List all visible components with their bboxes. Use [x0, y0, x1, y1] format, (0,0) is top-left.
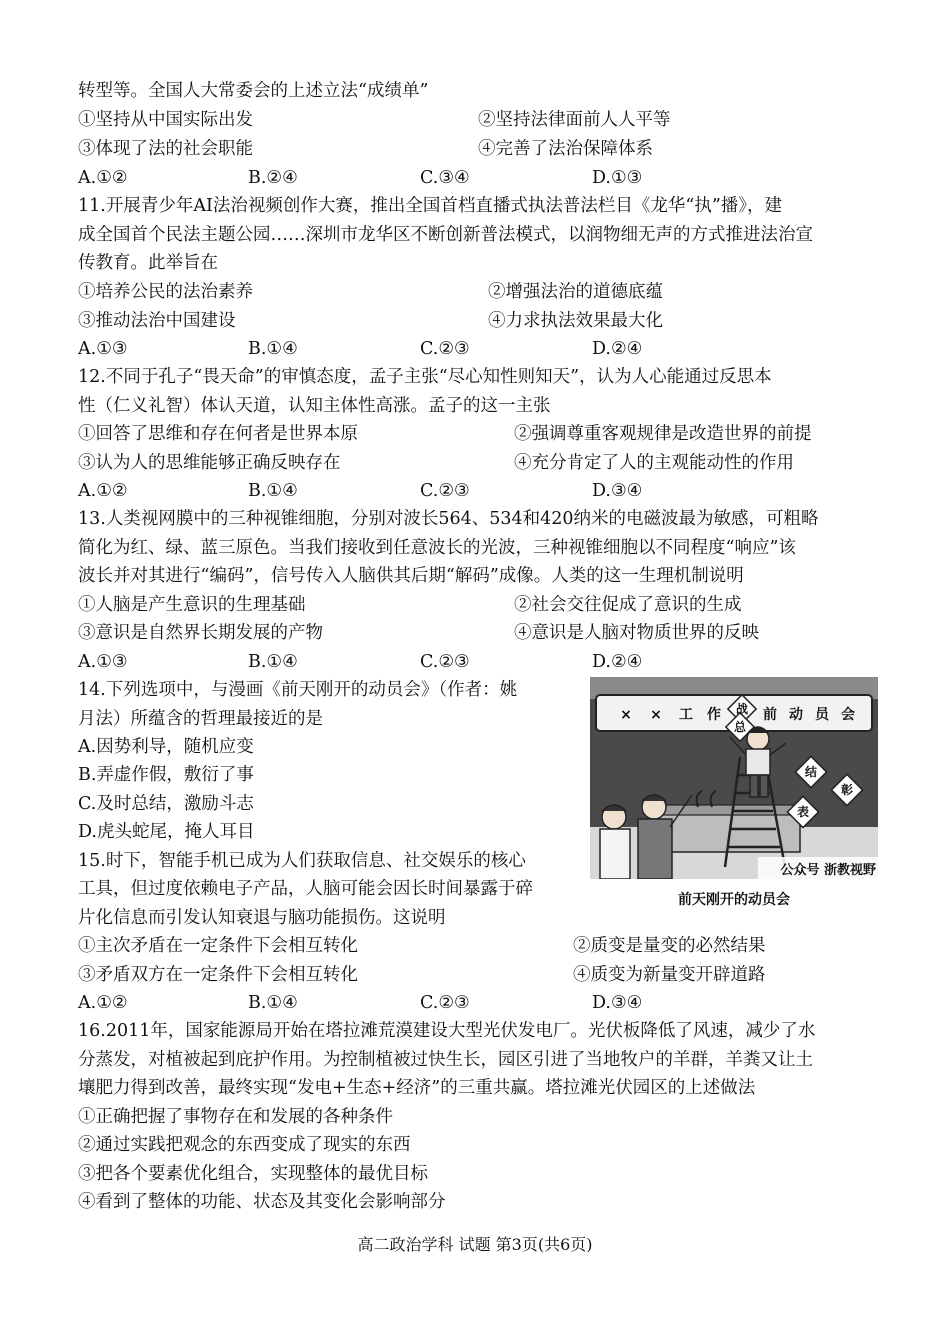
banner-char: 动	[789, 707, 803, 723]
choice-d: D.②④	[592, 652, 643, 672]
option-3: ③推动法治中国建设	[78, 311, 236, 331]
option-4: ④完善了法治保障体系	[478, 139, 653, 159]
choice-a: A.①③	[78, 652, 128, 672]
choice-b: B.①④	[248, 339, 298, 359]
choice-b: B.①④	[248, 481, 298, 501]
question-16-text: 分蒸发，对植被起到庇护作用。为控制植被过快生长，园区引进了当地牧户的羊群，羊粪又让土	[78, 1050, 813, 1070]
option-2: ②增强法治的道德底蕴	[488, 282, 663, 302]
option-3: ③把各个要素优化组合，实现整体的最优目标	[78, 1164, 428, 1184]
choice-b: B.①④	[248, 993, 298, 1013]
choice-b: B.②④	[248, 168, 298, 188]
banner-char: 员	[815, 707, 829, 723]
choice-d: D.①③	[592, 168, 643, 188]
option-1: ①坚持从中国实际出发	[78, 110, 253, 130]
cartoon-illustration	[590, 677, 878, 879]
choice-a: A.①③	[78, 339, 128, 359]
choice-c: C.②③	[420, 652, 470, 672]
question-12-text: 性（仁义礼智）体认天道，认知主体性高涨。孟子的这一主张	[78, 396, 551, 416]
option-3: ③矛盾双方在一定条件下会相互转化	[78, 965, 358, 985]
question-15-text: 工具，但过度依赖电子产品，人脑可能会因长时间暴露于碎	[78, 879, 533, 899]
option-4: ④质变为新量变开辟道路	[573, 965, 766, 985]
option-2: ②强调尊重客观规律是改造世界的前提	[514, 424, 812, 444]
option-2: ②质变是量变的必然结果	[573, 936, 766, 956]
banner-char: 会	[841, 707, 855, 723]
option-2: ②通过实践把观念的东西变成了现实的东西	[78, 1135, 411, 1155]
choice-c: C.②③	[420, 993, 470, 1013]
choice-d: D.③④	[592, 481, 643, 501]
question-12-text: 12.不同于孔子“畏天命”的审慎态度，孟子主张“尽心知性则知天”，认为人心能通过反思本	[78, 367, 772, 387]
sign-char: 结	[804, 765, 818, 779]
option-c: C.及时总结，激励斗志	[78, 794, 254, 814]
option-b: B.弄虚作假，敷衍了事	[78, 765, 254, 785]
banner-char: ×	[620, 707, 632, 723]
choice-d: D.②④	[592, 339, 643, 359]
choice-a: A.①②	[78, 481, 128, 501]
choice-c: C.③④	[420, 168, 470, 188]
cartoon-caption: 前天刚开的动员会	[678, 892, 790, 908]
text-line: 转型等。全国人大常委会的上述立法“成绩单”	[78, 81, 429, 101]
question-16-text: 壤肥力得到改善，最终实现“发电+生态+经济”的三重共赢。塔拉滩光伏园区的上述做法	[78, 1078, 756, 1098]
choice-a: A.①②	[78, 993, 128, 1013]
option-3: ③认为人的思维能够正确反映存在	[78, 453, 341, 473]
question-13-text: 简化为红、绿、蓝三原色。当我们接收到任意波长的光波，三种视锥细胞以不同程度“响应”该	[78, 538, 796, 558]
question-11-text: 11.开展青少年AI法治视频创作大赛，推出全国首档直播式执法普法栏目《龙华“执”播》，建	[78, 196, 783, 216]
option-3: ③意识是自然界长期发展的产物	[78, 623, 323, 643]
option-1: ①回答了思维和存在何者是世界本原	[78, 424, 358, 444]
option-3: ③体现了法的社会职能	[78, 139, 253, 159]
choice-a: A.①②	[78, 168, 128, 188]
question-16-text: 16.2011年，国家能源局开始在塔拉滩荒漠建设大型光伏发电厂。光伏板降低了风速，减少了水	[78, 1021, 816, 1041]
page-footer: 高二政治学科 试题 第3页(共6页)	[357, 1235, 593, 1254]
option-4: ④看到了整体的功能、状态及其变化会影响部分	[78, 1192, 446, 1212]
option-1: ①主次矛盾在一定条件下会相互转化	[78, 936, 358, 956]
option-1: ①人脑是产生意识的生理基础	[78, 595, 306, 615]
option-4: ④充分肯定了人的主观能动性的作用	[514, 453, 794, 473]
banner-char: ×	[650, 707, 662, 723]
question-13-text: 13.人类视网膜中的三种视锥细胞，分别对波长564、534和420纳米的电磁波最为敏感，可粗略	[78, 509, 819, 529]
option-4: ④力求执法效果最大化	[488, 311, 663, 331]
question-15-text: 15.时下，智能手机已成为人们获取信息、社交娱乐的核心	[78, 851, 526, 871]
option-2: ②社会交往促成了意识的生成	[514, 595, 742, 615]
question-14-text: 14.下列选项中，与漫画《前天刚开的动员会》（作者：姚	[78, 680, 518, 700]
option-d: D.虎头蛇尾，掩人耳目	[78, 822, 255, 842]
banner-char: 作	[707, 707, 721, 723]
option-1: ①正确把握了事物存在和发展的各种条件	[78, 1107, 393, 1127]
option-2: ②坚持法律面前人人平等	[478, 110, 671, 130]
question-13-text: 波长并对其进行“编码”，信号传入人脑供其后期“解码”成像。人类的这一生理机制说明	[78, 566, 744, 586]
question-15-text: 片化信息而引发认知衰退与脑功能损伤。这说明	[78, 908, 446, 928]
question-11-text: 成全国首个民法主题公园……深圳市龙华区不断创新普法模式，以润物细无声的方式推进法治宣	[78, 225, 813, 245]
question-11-text: 传教育。此举旨在	[78, 253, 218, 273]
option-4: ④意识是人脑对物质世界的反映	[514, 623, 759, 643]
sign-char: 表	[796, 805, 810, 819]
watermark-text: 公众号 浙教视野	[780, 863, 876, 878]
option-1: ①培养公民的法治素养	[78, 282, 253, 302]
banner-char: 前	[763, 707, 777, 723]
choice-c: C.②③	[420, 339, 470, 359]
question-14-text: 月法）所蕴含的哲理最接近的是	[78, 709, 323, 729]
choice-b: B.①④	[248, 652, 298, 672]
sign-char: 总	[733, 720, 747, 734]
option-a: A.因势利导，随机应变	[78, 737, 254, 757]
sign-char: 战	[735, 702, 749, 716]
banner-char: 工	[679, 707, 693, 723]
sign-char: 彰	[840, 783, 854, 797]
choice-d: D.③④	[592, 993, 643, 1013]
choice-c: C.②③	[420, 481, 470, 501]
